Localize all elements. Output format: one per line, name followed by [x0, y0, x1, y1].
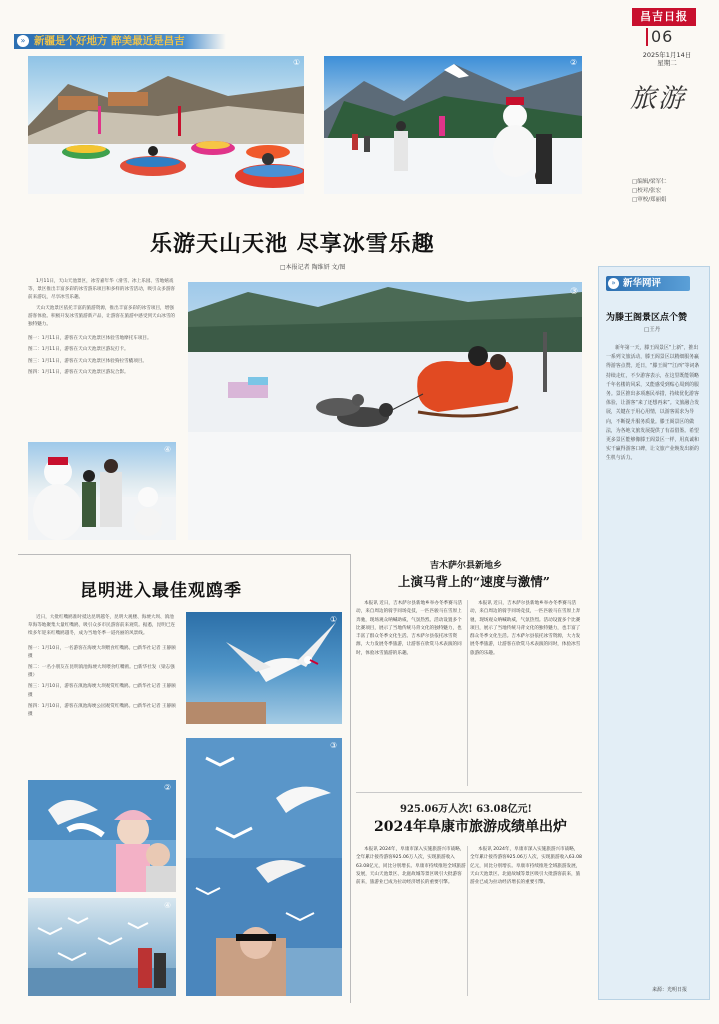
- commentary-headline: 为滕王阁景区点个赞: [606, 313, 688, 323]
- editor-line: □审校/郑丽娟: [632, 197, 667, 203]
- slogan-banner: [14, 34, 226, 49]
- issue-date: 2025年1月14日: [642, 51, 692, 59]
- kunming-caption: 图二：一名小朋友在昆明滇池海埂大坝喂食红嘴鸥。□新华社发（梁志强摄）: [28, 665, 175, 679]
- jimsar-paragraph: 本报讯 近日，吉木萨尔县新地乡举办冬季赛马活动，来自周边的骑手同场竞技，一匹匹骏马在雪原上奔驰，现场观众呐喊助威，气氛热烈。活动设置多个比赛项目，展示了当地传统马背文化的独特魅力，也丰富了群众冬季文化生活。吉木萨尔县依托冰雪资源，大力发展冬季旅游，让游客在欣赏马术表演的同时，体验冰雪旅游的乐趣。: [356, 601, 462, 656]
- jimsar-paragraph-continued: 本报讯 近日，吉木萨尔县新地乡举办冬季赛马活动，来自周边的骑手同场竞技，一匹匹骏马在雪原上奔驰，现场观众呐喊助威，气氛热烈。活动设置多个比赛项目，展示了当地传统马背文化的独特魅力，也丰富了群众冬季文化生活。吉木萨尔县依托冰雪资源，大力发展冬季旅游，让游客在欣赏马术表演的同时，体验冰雪旅游的乐趣。: [470, 601, 581, 656]
- photo-mark: ③: [570, 287, 579, 297]
- photo-mark: ④: [164, 445, 172, 454]
- editor-line: □校对/张宏: [632, 188, 662, 194]
- photo-gulls-over-crowd: [186, 738, 342, 996]
- photo-gull-feeding: [186, 612, 342, 724]
- commentary-source: 来源：光明日报: [652, 987, 688, 993]
- kunming-caption: 图三：1月10日，游客在滇池海埂大坝观赏红嘴鸥。□新华社记者 王静颐摄: [28, 684, 176, 698]
- kunming-caption: 图一：1月10日，一名游客在海埂大坝喂食红嘴鸥。□新华社记者 王静颐摄: [28, 645, 176, 659]
- photo-dog-sled: [188, 282, 582, 540]
- jimsar-headline: 上演马背上的“速度与激情”: [398, 574, 550, 589]
- issue-weekday: 星期二: [657, 59, 677, 67]
- kunming-paragraph: 近日，大批红嘴鸥准时抵达昆明越冬，昆明大观楼、海埂大坝、滇池草海等地聚集大量红嘴鸥，吸引众多市民游客前来观赏。据悉，昆明已连续多年迎来红嘴鸥越冬，成为当地冬季一道亮丽的风景线。: [28, 615, 176, 637]
- jimsar-body-col1: [356, 600, 466, 786]
- main-caption: 图一：1月11日，游客在天山天池景区体验雪地摩托车项目。: [28, 336, 152, 342]
- photo-gull-flock: [28, 898, 176, 996]
- photo-snowman: [324, 56, 582, 194]
- banner-slogan: 新疆是个好地方 醉美最近是昌吉: [34, 35, 185, 47]
- commentary-body: 新年第一天，滕王阁景区“上新”，推出一系列文旅活动，滕王阁景区以精细服务赢得游客点赞。近日，“滕王阁”“江西”等词条持续走红，不少游客表示，在这里既能领略千年名楼的风采，又能感受到贴心周到的服务。景区推出多项惠民举措，持续优化游客体验，让游客“来了还想再来”。文旅融合发展，关键在于用心用情，以游客需求为导向，不断提升服务质量。滕王阁景区的做法，为各地文旅发展提供了有益借鉴。希望更多景区能够像滕王阁景区一样，用真诚和实干赢得游客口碑，让文旅产业焕发出新的生机与活力。: [606, 345, 700, 462]
- jimsar-body-col2: [470, 600, 582, 786]
- photo-mark: ①: [330, 615, 338, 624]
- main-paragraph: 1月11日，天山天池景区，冰雪嘉年华（滑雪、冰上乐园、雪地嬉戏等，景区推出丰富多彩的冰雪游乐项目和多样的冰雪活动，吸引众多游客前来游玩，尽享冰雪乐趣。: [28, 279, 176, 301]
- photo-mark: ②: [570, 58, 578, 67]
- photo-snow-tubes: [28, 56, 304, 194]
- photo-mark: ①: [293, 58, 301, 67]
- masthead: [620, 8, 710, 58]
- main-article-body: [28, 278, 178, 377]
- main-byline: □本报记者 陶维妍 文/图: [280, 264, 346, 271]
- editor-list: [632, 178, 712, 205]
- fukang-body-col2: [470, 846, 582, 996]
- photo-mark: ②: [164, 783, 172, 792]
- chevron-right-icon: »: [17, 35, 29, 47]
- commentary-column-badge: [606, 276, 690, 291]
- main-caption: 图三：1月11日，游客在天山天池景区体验狗拉雪橇项目。: [28, 358, 148, 364]
- commentary-column-name: 新华网评: [623, 278, 662, 289]
- main-caption: 图四：1月11日，游客在天山天池景区游玩合影。: [28, 369, 129, 375]
- photo-mark: ③: [330, 741, 338, 750]
- commentary-body-wrap: [606, 344, 702, 974]
- main-headline: 乐游天山天池 尽享冰雪乐趣: [150, 231, 435, 257]
- kunming-caption: 图四：1月10日，游客在滇池海埂公园观赏红嘴鸥。□新华社记者 王静颐摄: [28, 703, 176, 718]
- page-number: 06: [646, 28, 673, 46]
- photo-kids-gulls: [28, 780, 176, 892]
- fukang-headline: 2024年阜康市旅游成绩单出炉: [374, 819, 567, 835]
- jimsar-kicker: 吉木萨尔县新地乡: [430, 561, 503, 571]
- paper-name: 昌吉日报: [632, 8, 696, 26]
- main-caption: 图二：1月11日，游客在天山天池景区游玩打卡。: [28, 347, 129, 353]
- fukang-kicker: 925.06万人次! 63.08亿元!: [400, 804, 532, 815]
- kunming-article-body: [28, 614, 178, 719]
- editor-line: □编辑/梁军仁: [632, 179, 667, 185]
- commentary-author: □王丹: [644, 327, 661, 333]
- photo-mark: ④: [164, 901, 172, 910]
- fukang-paragraph: 本报讯 2024年，阜康市深入实施旅游兴市战略，全年累计接待游客925.06万人次，实现旅游收入63.08亿元，同比分别增长。阜康市持续推进全域旅游发展，天山天池景区、北庭故城等景区吸引大批游客前来，旅游业已成为拉动经济增长的重要引擎。: [356, 847, 466, 886]
- main-paragraph: 天山天池景区依托丰富的旅游资源，推出丰富多彩的冰雪项目，增强游客体验。积极开发冰雪旅游新产品，让游客在旅游中感受到天山冰雪的独特魅力。: [28, 305, 176, 328]
- fukang-body-col1: [356, 846, 466, 996]
- photo-snowman-family: [28, 442, 176, 540]
- chevron-right-icon: »: [608, 278, 619, 289]
- kunming-headline: 昆明进入最佳观鸥季: [80, 581, 242, 601]
- section-title: 旅游: [630, 84, 687, 114]
- fukang-paragraph-continued: 本报讯 2024年，阜康市深入实施旅游兴市战略，全年累计接待游客925.06万人次，实现旅游收入63.08亿元，同比分别增长。阜康市持续推进全域旅游发展，天山天池景区、北庭故城等景区吸引大批游客前来，旅游业已成为拉动经济增长的重要引擎。: [470, 847, 582, 886]
